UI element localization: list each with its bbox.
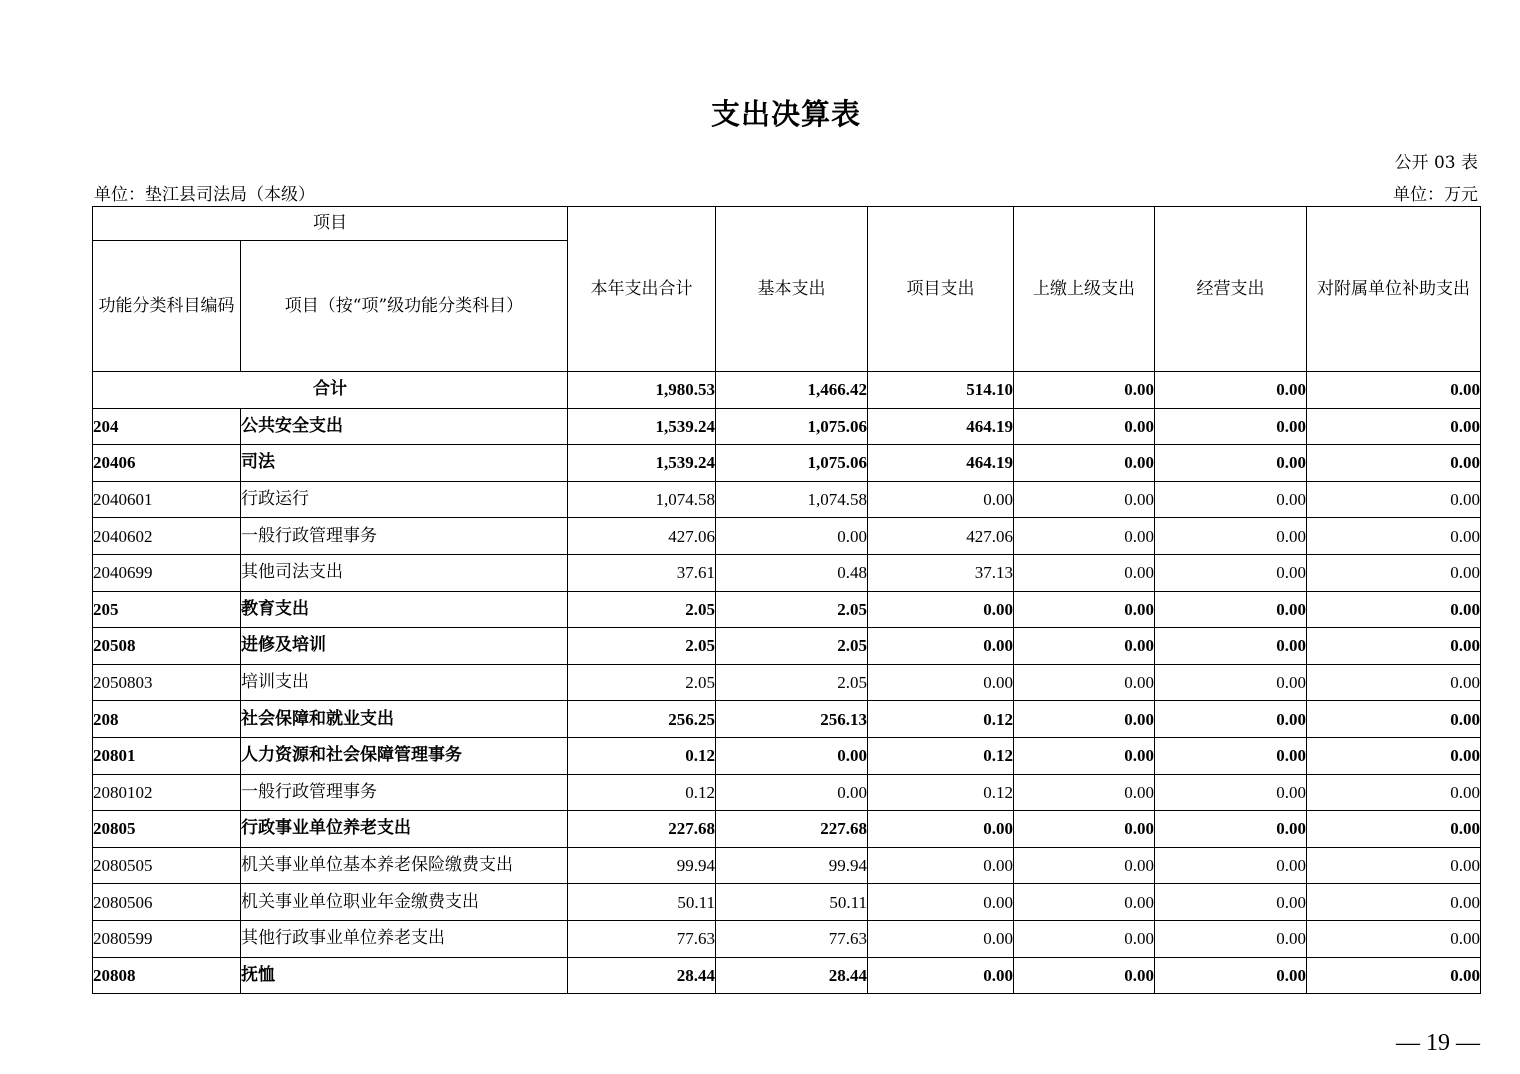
- cell-total: 1,539.24: [568, 445, 716, 482]
- table-row: [93, 554, 1481, 591]
- cell-code: 20406: [93, 445, 241, 482]
- cell-project: 0.12: [868, 774, 1014, 811]
- cell-subsidy: 0.00: [1307, 884, 1481, 921]
- header-upper: 上缴上级支出: [1014, 207, 1155, 372]
- table-row: [93, 628, 1481, 665]
- cell-name: 机关事业单位职业年金缴费支出: [241, 884, 568, 921]
- cell-basic: 1,075.06: [716, 445, 868, 482]
- cell-total: 1,074.58: [568, 481, 716, 518]
- page-number: — 19 —: [1396, 1030, 1480, 1056]
- cell-name: 司法: [241, 445, 568, 482]
- cell-name: 进修及培训: [241, 628, 568, 665]
- cell-subsidy: 0.00: [1307, 481, 1481, 518]
- cell-code: 205: [93, 591, 241, 628]
- cell-code: 2040602: [93, 518, 241, 555]
- cell-project: 0.00: [868, 920, 1014, 957]
- cell-upper: 0.00: [1014, 701, 1155, 738]
- cell-business: 0.00: [1155, 518, 1307, 555]
- cell-name: 社会保障和就业支出: [241, 701, 568, 738]
- summary-project: 514.10: [868, 372, 1014, 409]
- cell-business: 0.00: [1155, 957, 1307, 994]
- table-row: [93, 518, 1481, 555]
- cell-total: 37.61: [568, 554, 716, 591]
- cell-total: 50.11: [568, 884, 716, 921]
- cell-upper: 0.00: [1014, 774, 1155, 811]
- table-row: [93, 408, 1481, 445]
- cell-subsidy: 0.00: [1307, 591, 1481, 628]
- summary-upper: 0.00: [1014, 372, 1155, 409]
- cell-total: 1,539.24: [568, 408, 716, 445]
- table-row: [93, 811, 1481, 848]
- cell-project: 0.12: [868, 737, 1014, 774]
- table-row: [93, 884, 1481, 921]
- header-code: 功能分类科目编码: [93, 241, 241, 372]
- cell-upper: 0.00: [1014, 737, 1155, 774]
- cell-code: 2050803: [93, 664, 241, 701]
- cell-basic: 1,075.06: [716, 408, 868, 445]
- summary-business: 0.00: [1155, 372, 1307, 409]
- cell-code: 20808: [93, 957, 241, 994]
- cell-name: 一般行政管理事务: [241, 774, 568, 811]
- cell-upper: 0.00: [1014, 481, 1155, 518]
- cell-total: 2.05: [568, 628, 716, 665]
- cell-business: 0.00: [1155, 774, 1307, 811]
- cell-basic: 0.00: [716, 518, 868, 555]
- cell-project: 0.00: [868, 664, 1014, 701]
- cell-basic: 2.05: [716, 664, 868, 701]
- cell-code: 2080599: [93, 920, 241, 957]
- form-number: 公开 03 表: [1394, 153, 1478, 173]
- cell-total: 77.63: [568, 920, 716, 957]
- cell-name: 机关事业单位基本养老保险缴费支出: [241, 847, 568, 884]
- cell-basic: 0.00: [716, 774, 868, 811]
- cell-subsidy: 0.00: [1307, 664, 1481, 701]
- cell-upper: 0.00: [1014, 957, 1155, 994]
- cell-upper: 0.00: [1014, 554, 1155, 591]
- cell-name: 其他司法支出: [241, 554, 568, 591]
- cell-project: 0.00: [868, 811, 1014, 848]
- cell-subsidy: 0.00: [1307, 737, 1481, 774]
- header-business: 经营支出: [1155, 207, 1307, 372]
- cell-business: 0.00: [1155, 847, 1307, 884]
- cell-basic: 50.11: [716, 884, 868, 921]
- cell-upper: 0.00: [1014, 628, 1155, 665]
- cell-project: 0.00: [868, 481, 1014, 518]
- cell-subsidy: 0.00: [1307, 957, 1481, 994]
- cell-subsidy: 0.00: [1307, 811, 1481, 848]
- cell-name: 公共安全支出: [241, 408, 568, 445]
- table-row: [93, 701, 1481, 738]
- cell-basic: 28.44: [716, 957, 868, 994]
- cell-upper: 0.00: [1014, 518, 1155, 555]
- header-total: 本年支出合计: [568, 207, 716, 372]
- cell-basic: 99.94: [716, 847, 868, 884]
- summary-subsidy: 0.00: [1307, 372, 1481, 409]
- cell-total: 28.44: [568, 957, 716, 994]
- cell-code: 208: [93, 701, 241, 738]
- cell-name: 抚恤: [241, 957, 568, 994]
- cell-project: 0.00: [868, 847, 1014, 884]
- cell-code: 20805: [93, 811, 241, 848]
- cell-business: 0.00: [1155, 445, 1307, 482]
- reporting-unit: 单位：垫江县司法局（本级）: [94, 185, 315, 205]
- summary-basic: 1,466.42: [716, 372, 868, 409]
- cell-project: 37.13: [868, 554, 1014, 591]
- cell-total: 2.05: [568, 591, 716, 628]
- header-basic: 基本支出: [716, 207, 868, 372]
- cell-business: 0.00: [1155, 701, 1307, 738]
- cell-subsidy: 0.00: [1307, 774, 1481, 811]
- cell-subsidy: 0.00: [1307, 920, 1481, 957]
- cell-total: 0.12: [568, 737, 716, 774]
- cell-basic: 2.05: [716, 628, 868, 665]
- cell-business: 0.00: [1155, 554, 1307, 591]
- cell-upper: 0.00: [1014, 884, 1155, 921]
- header-name: 项目（按“项”级功能分类科目）: [241, 241, 568, 372]
- cell-business: 0.00: [1155, 628, 1307, 665]
- cell-total: 256.25: [568, 701, 716, 738]
- cell-subsidy: 0.00: [1307, 628, 1481, 665]
- currency-unit: 单位：万元: [1393, 185, 1478, 205]
- cell-name: 行政运行: [241, 481, 568, 518]
- table-row: [93, 847, 1481, 884]
- expenditure-table: [92, 206, 1481, 994]
- summary-total: 1,980.53: [568, 372, 716, 409]
- header-subsidy: 对附属单位补助支出: [1307, 207, 1481, 372]
- cell-business: 0.00: [1155, 884, 1307, 921]
- cell-subsidy: 0.00: [1307, 701, 1481, 738]
- table-row: [93, 920, 1481, 957]
- cell-business: 0.00: [1155, 664, 1307, 701]
- cell-project: 464.19: [868, 408, 1014, 445]
- cell-code: 2080102: [93, 774, 241, 811]
- cell-basic: 227.68: [716, 811, 868, 848]
- cell-upper: 0.00: [1014, 408, 1155, 445]
- cell-basic: 0.00: [716, 737, 868, 774]
- cell-basic: 0.48: [716, 554, 868, 591]
- table-row: [93, 445, 1481, 482]
- cell-total: 427.06: [568, 518, 716, 555]
- cell-business: 0.00: [1155, 408, 1307, 445]
- cell-basic: 2.05: [716, 591, 868, 628]
- cell-business: 0.00: [1155, 811, 1307, 848]
- cell-subsidy: 0.00: [1307, 554, 1481, 591]
- cell-name: 人力资源和社会保障管理事务: [241, 737, 568, 774]
- cell-upper: 0.00: [1014, 920, 1155, 957]
- cell-project: 0.00: [868, 628, 1014, 665]
- cell-subsidy: 0.00: [1307, 408, 1481, 445]
- cell-total: 99.94: [568, 847, 716, 884]
- cell-upper: 0.00: [1014, 445, 1155, 482]
- cell-basic: 77.63: [716, 920, 868, 957]
- cell-subsidy: 0.00: [1307, 518, 1481, 555]
- cell-upper: 0.00: [1014, 591, 1155, 628]
- table-row: [93, 957, 1481, 994]
- cell-code: 20801: [93, 737, 241, 774]
- cell-basic: 1,074.58: [716, 481, 868, 518]
- table-row: [93, 774, 1481, 811]
- cell-project: 0.00: [868, 884, 1014, 921]
- cell-name: 其他行政事业单位养老支出: [241, 920, 568, 957]
- cell-total: 0.12: [568, 774, 716, 811]
- cell-code: 2040601: [93, 481, 241, 518]
- cell-project: 464.19: [868, 445, 1014, 482]
- cell-name: 培训支出: [241, 664, 568, 701]
- header-item-group: 项目: [93, 207, 568, 241]
- cell-project: 0.12: [868, 701, 1014, 738]
- cell-upper: 0.00: [1014, 664, 1155, 701]
- cell-business: 0.00: [1155, 920, 1307, 957]
- cell-basic: 256.13: [716, 701, 868, 738]
- cell-upper: 0.00: [1014, 847, 1155, 884]
- table-row: [93, 664, 1481, 701]
- cell-subsidy: 0.00: [1307, 445, 1481, 482]
- cell-project: 427.06: [868, 518, 1014, 555]
- cell-code: 2080506: [93, 884, 241, 921]
- cell-name: 行政事业单位养老支出: [241, 811, 568, 848]
- cell-business: 0.00: [1155, 481, 1307, 518]
- cell-project: 0.00: [868, 957, 1014, 994]
- cell-business: 0.00: [1155, 737, 1307, 774]
- header-project: 项目支出: [868, 207, 1014, 372]
- cell-code: 204: [93, 408, 241, 445]
- page-title: 支出决算表: [710, 97, 861, 131]
- summary-label: 合计: [93, 372, 568, 409]
- cell-business: 0.00: [1155, 591, 1307, 628]
- cell-total: 227.68: [568, 811, 716, 848]
- table-row: [93, 481, 1481, 518]
- table-row: [93, 737, 1481, 774]
- cell-subsidy: 0.00: [1307, 847, 1481, 884]
- cell-project: 0.00: [868, 591, 1014, 628]
- summary-row: [93, 372, 1481, 409]
- cell-total: 2.05: [568, 664, 716, 701]
- cell-code: 20508: [93, 628, 241, 665]
- cell-code: 2040699: [93, 554, 241, 591]
- cell-name: 一般行政管理事务: [241, 518, 568, 555]
- cell-upper: 0.00: [1014, 811, 1155, 848]
- cell-code: 2080505: [93, 847, 241, 884]
- cell-name: 教育支出: [241, 591, 568, 628]
- table-row: [93, 591, 1481, 628]
